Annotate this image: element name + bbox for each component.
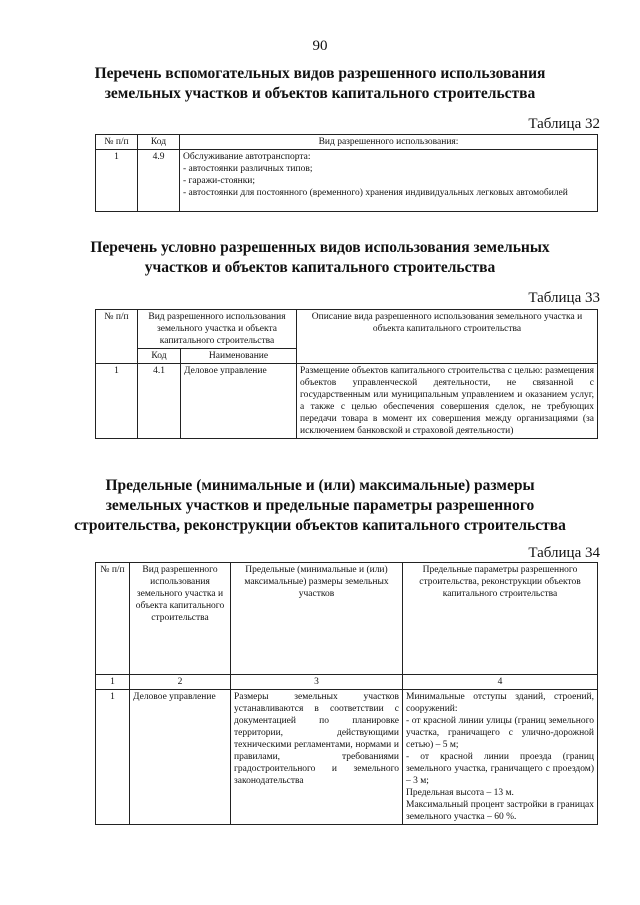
table-34-param-line: - от красной линии улицы (границ земельного участка, граничащего с улично-дорожной сетью) – 5 м;	[406, 716, 594, 750]
table-33-header-kind: Вид разрешенного использования земельного участка и объекта капитального строительства	[138, 310, 297, 349]
table-32-line: - автостоянки различных типов;	[183, 164, 313, 174]
table-32-cell-description	[180, 150, 598, 212]
table-33-cell-code: 4.1	[138, 364, 181, 439]
table-34	[95, 562, 598, 825]
table-33-caption: Таблица 33	[528, 290, 600, 306]
table-33-header-description: Описание вида разрешенного использования земельного участка и объекта капитального строительства	[297, 310, 598, 364]
table-32-caption: Таблица 32	[528, 116, 600, 132]
table-34-header-kind: Вид разрешенного использования земельного участка и объекта капитального строительства	[130, 563, 231, 675]
table-34-caption: Таблица 34	[528, 545, 600, 561]
heading-conditional-uses: Перечень условно разрешенных видов использования земельных участков и объектов капитального строительства	[90, 239, 550, 276]
table-32-line: - автостоянки для постоянного (временного) хранения индивидуальных легковых автомобилей	[183, 188, 568, 198]
page-number: 90	[312, 38, 328, 54]
table-32-header-kind: Вид разрешенного использования:	[180, 135, 598, 150]
table-33-header-code: Код	[138, 349, 181, 364]
heading-limit-parameters: Предельные (минимальные и (или) максимальные) размеры земельных участков и предельные параметры разрешенного строительства, реконструкции объектов капитального строительства	[74, 477, 566, 534]
table-34-colnum: 1	[96, 675, 130, 690]
table-33-header-num: № п/п	[96, 310, 138, 364]
table-34-param-line: Максимальный процент застройки в границах земельного участка – 60 %.	[406, 800, 594, 822]
table-34-colnum: 3	[231, 675, 403, 690]
table-34-colnum: 2	[130, 675, 231, 690]
table-34-param-line: Предельная высота – 13 м.	[406, 788, 514, 798]
table-32-line: - гаражи-стоянки;	[183, 176, 256, 186]
table-33-cell-description: Размещение объектов капитального строительства с целью: размещения объектов управленческой деятельности, не связанной с государственным или муниципальным управлением и оказанием услуг, а также с целью обеспечения совершения сделок, не требующих передачи товара в момент их совершения между организациями (за исключением банковской и страховой деятельности)	[297, 364, 598, 439]
table-33-cell-name: Деловое управление	[181, 364, 297, 439]
table-34-cell-params	[403, 690, 598, 825]
table-32-cell-code: 4.9	[138, 150, 180, 212]
table-33-header-name: Наименование	[181, 349, 297, 364]
table-34-header-num: № п/п	[96, 563, 130, 675]
heading-auxiliary-uses: Перечень вспомогательных видов разрешенного использования земельных участков и объектов капитального строительства	[94, 65, 546, 102]
table-33-cell-num: 1	[96, 364, 138, 439]
table-34-cell-kind: Деловое управление	[130, 690, 231, 825]
table-34-colnum: 4	[403, 675, 598, 690]
table-34-param-line: - от красной линии проезда (границ земельного участка, граничащего с проездом) – 3 м;	[406, 752, 594, 786]
table-34-header-sizes: Предельные (минимальные и (или) максимальные) размеры земельных участков	[231, 563, 403, 675]
table-32	[95, 134, 598, 212]
table-34-cell-sizes: Размеры земельных участков устанавливаются в соответствии с документацией по планировке территории, действующими техническими регламентами, нормами и правилами, требованиями градостроительного и земельного законодательства	[231, 690, 403, 825]
table-34-cell-num: 1	[96, 690, 130, 825]
table-33	[95, 309, 598, 439]
table-32-line: Обслуживание автотранспорта:	[183, 152, 311, 162]
table-32-header-num: № п/п	[96, 135, 138, 150]
table-34-param-line: Минимальные отступы зданий, строений, сооружений:	[406, 692, 594, 714]
table-32-cell-num: 1	[96, 150, 138, 212]
table-34-header-params: Предельные параметры разрешенного строительства, реконструкции объектов капитального строительства	[403, 563, 598, 675]
table-32-header-code: Код	[138, 135, 180, 150]
